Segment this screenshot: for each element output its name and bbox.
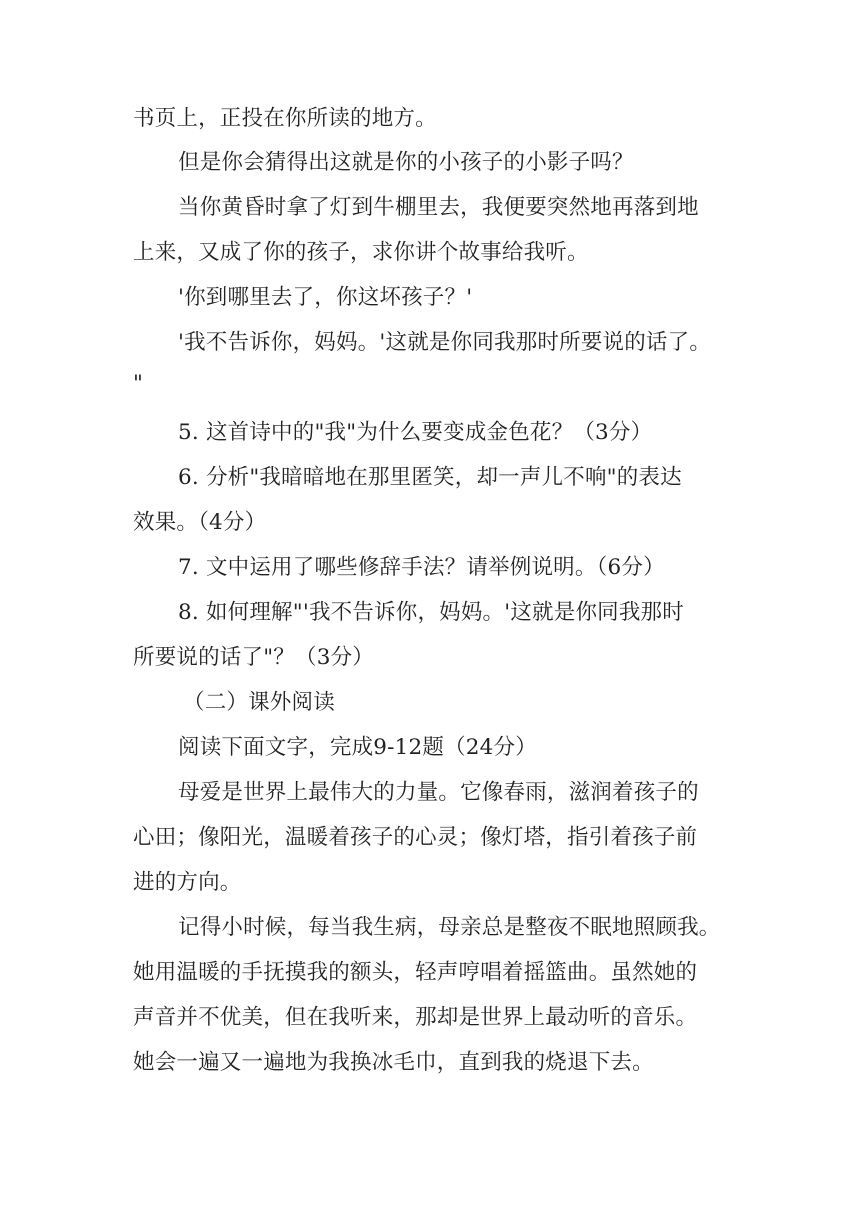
- dialogue-line: '你到哪里去了，你这坏孩子？': [178, 285, 473, 310]
- closing-quote: ": [133, 371, 144, 396]
- text-line: 她会一遍又一遍地为我换冰毛巾，直到我的烧退下去。: [133, 1050, 654, 1075]
- text-line: 母爱是世界上最伟大的力量。它像春雨，滋润着孩子的: [178, 780, 699, 805]
- question-8: 8. 如何理解"'我不告诉你，妈妈。'这就是你同我那时: [178, 600, 684, 625]
- section-heading: （二）课外阅读: [183, 690, 335, 715]
- question-6: 6. 分析"我暗暗地在那里匿笑，却一声儿不响"的表达: [178, 465, 682, 490]
- text-line: 当你黄昏时拿了灯到牛棚里去，我便要突然地再落到地: [178, 195, 699, 220]
- reading-instruction: 阅读下面文字，完成9-12题（24分）: [178, 735, 537, 760]
- text-line: 但是你会猜得出这就是你的小孩子的小影子吗？: [178, 150, 634, 175]
- text-line: 上来，又成了你的孩子，求你讲个故事给我听。: [133, 240, 589, 265]
- question-7: 7. 文中运用了哪些修辞手法？请举例说明。（6分）: [178, 555, 665, 580]
- dialogue-line: '我不告诉你，妈妈。'这就是你同我那时所要说的话了。: [178, 330, 712, 355]
- text-line: 心田；像阳光，温暖着孩子的心灵；像灯塔，指引着孩子前: [133, 825, 698, 850]
- text-line: 记得小时候，每当我生病，母亲总是整夜不眠地照顾我。: [178, 915, 721, 940]
- text-line: 进的方向。: [133, 870, 242, 895]
- text-line: 她用温暖的手抚摸我的额头，轻声哼唱着摇篮曲。虽然她的: [133, 960, 698, 985]
- text-line: 声音并不优美，但在我听来，那却是世界上最动听的音乐。: [133, 1005, 698, 1030]
- question-8-continued: 所要说的话了"？（3分）: [133, 645, 374, 670]
- question-6-continued: 效果。（4分）: [133, 510, 267, 535]
- question-5: 5. 这首诗中的"我"为什么要变成金色花？（3分）: [178, 420, 653, 445]
- text-line: 书页上，正投在你所读的地方。: [133, 106, 437, 131]
